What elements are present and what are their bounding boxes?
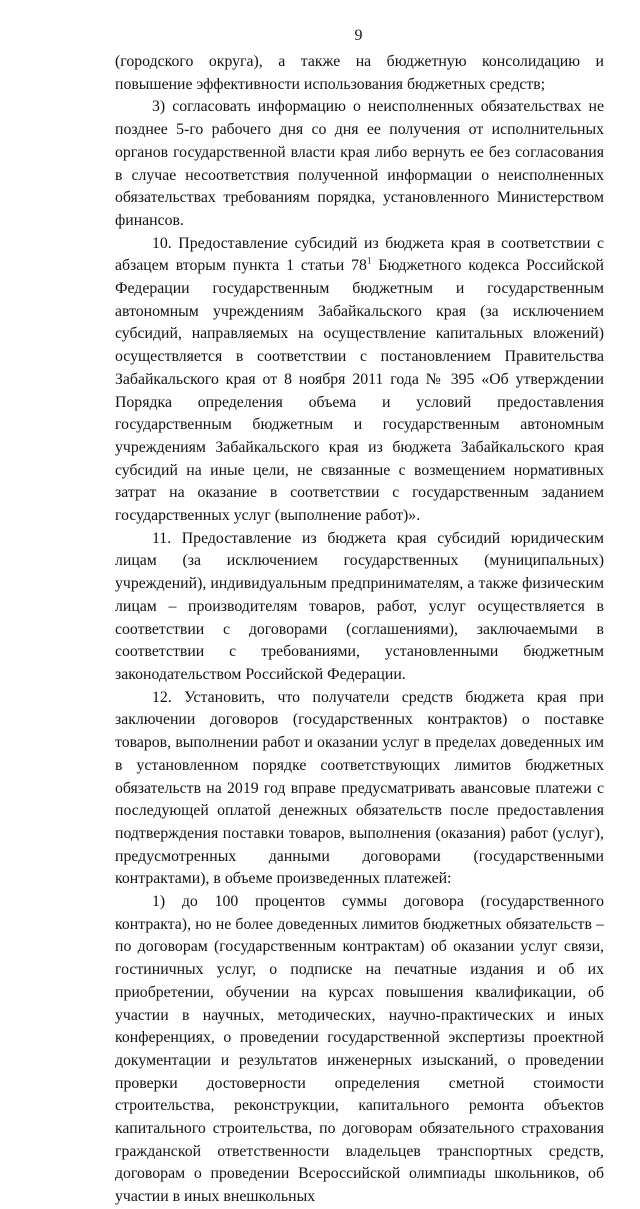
paragraph-10-text-after: Бюджетного кодекса Российской Федерации государственным бюджетным и государственным автономным учреждениям Забайкальского края (за исключением субсидий, направляемых на осуществление капитальных вложений) осуществляется в соответствии с постановлением Правительства Забайкальского края от 8 ноября 2011 года № 395 «Об утверждении Порядка определения объема и условий предоставления государственным бюджетным и государственным автономным учреждениям Забайкальского края из бюджета Забайкальского края субсидий на иные цели, не связанные с возмещением нормативных затрат на оказание в соответствии с государственным заданием государственных услуг (выполнение работ)». (115, 257, 605, 525)
paragraph-10-text-before: 10. Предоставление субсидий из бюджета края в соответствии с абзацем вторым пункта 1 статьи 78 (115, 234, 604, 275)
paragraph-10 (115, 233, 604, 528)
paragraph-10-superscript: 1 (366, 256, 372, 267)
paragraph-budget-consolidation: (городского округа), а также на бюджетную консолидацию и повышение эффективности использования бюджетных средств; (115, 53, 604, 93)
page-number: 9 (354, 27, 363, 44)
paragraph-12-subitem-1: 1) до 100 процентов суммы договора (государственного контракта), но не более доведенных лимитов бюджетных обязательств – по договорам (государственным контрактам) об оказании услуг связи, гостиничных услуг, о подписке на печатные издания и об их приобретении, обучении на курсах повышения квалификации, об участии в научных, методических, научно-практических и иных конференциях, о проведении государственной экспертизы проектной документации и результатов инженерных изысканий, о проведении проверки достоверности определения сметной стоимости строительства, реконструкции, капитального ремонта объектов капитального строительства, по договорам обязательного страхования гражданской ответственности владельцев транспортных средств, договорам о проведении Всероссийской олимпиады школьников, об участии в иных внешкольных (115, 893, 604, 1206)
paragraph-item-3: 3) согласовать информацию о неисполненных обязательствах не позднее 5-го рабочего дня со дня ее получения от исполнительных органов государственной власти края либо вернуть ее без согласования в случае несоответствия полученной информации о неисполненных обязательствах требованиям порядка, установленного Министерством финансов. (115, 98, 604, 229)
paragraph-12: 12. Установить, что получатели средств бюджета края при заключении договоров (государственных контрактов) о поставке товаров, выполнении работ и оказании услуг в пределах доведенных им в установленном порядке соответствующих лимитов бюджетных обязательств на 2019 год вправе предусматривать авансовые платежи с последующей оплатой денежных обязательств после предоставления подтверждения поставки товаров, выполнения (оказания) работ (услуг), предусмотренных данными договорами (государственными контрактами), в объеме произведенных платежей: (115, 688, 604, 888)
paragraph-11: 11. Предоставление из бюджета края субсидий юридическим лицам (за исключением государственных (муниципальных) учреждений), индивидуальным предпринимателям, а также физическим лицам – производителям товаров, работ, услуг осуществляется в соответствии с договорами (соглашениями), заключаемыми в соответствии с требованиями, установленными бюджетным законодательством Российской Федерации. (115, 529, 604, 683)
